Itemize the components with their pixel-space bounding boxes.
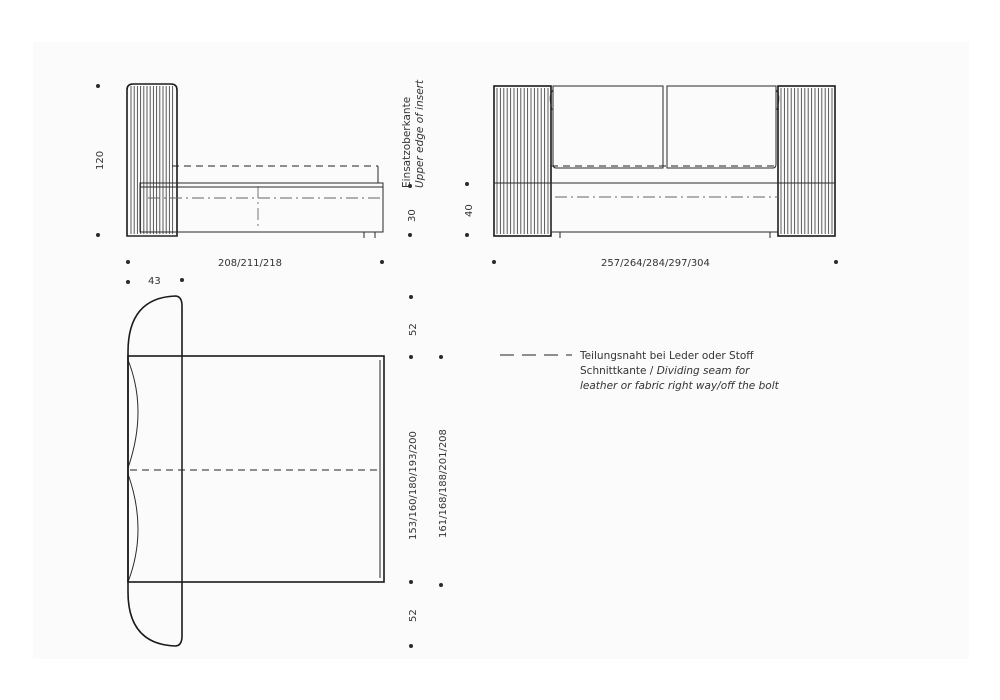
side-height-label: 120 [95, 150, 106, 170]
side-length-label: 208/211/218 [218, 258, 282, 269]
front-width-label: 257/264/284/297/304 [601, 258, 710, 269]
outer-width-label: 161/168/188/201/208 [438, 429, 449, 538]
headboard-ribs-front [497, 88, 832, 234]
headboard-depth-label: 43 [148, 276, 161, 287]
legend-line-3: leather or fabric right way/off the bolt [580, 380, 779, 392]
top-view [126, 276, 449, 648]
side-view [95, 79, 426, 269]
legend [500, 350, 780, 392]
headboard-ribs-side [131, 86, 173, 234]
legend-line-2 [580, 365, 750, 377]
front-height-label: 40 [464, 204, 475, 217]
insert-edge-label-en: Upper edge of insert [414, 79, 426, 188]
legend-line-2-en: Dividing seam for [656, 365, 750, 377]
front-view [464, 86, 838, 269]
mattress-width-label: 153/160/180/193/200 [408, 431, 419, 540]
legend-line-1: Teilungsnaht bei Leder oder Stoff [580, 350, 754, 362]
bottom-wing-label: 52 [408, 609, 419, 622]
top-wing-label: 52 [408, 323, 419, 336]
side-insert-height-label: 30 [407, 209, 418, 222]
insert-edge-label-de: Einsatzoberkante [401, 96, 413, 188]
legend-line-2-de: Schnittkante / [580, 365, 657, 377]
